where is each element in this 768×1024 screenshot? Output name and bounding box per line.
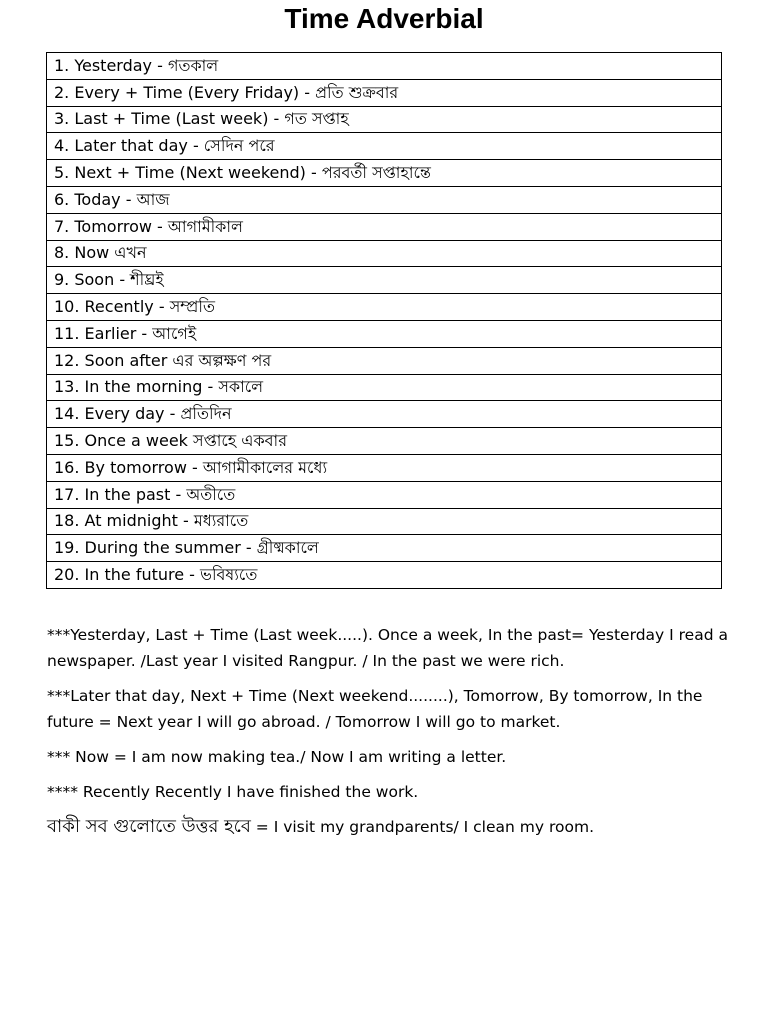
table-row: [47, 508, 722, 535]
adverbial-table: [46, 52, 722, 589]
table-cell: 17. In the past - অতীতে: [47, 481, 722, 508]
table-row: [47, 294, 722, 321]
table-cell: 14. Every day - প্রতিদিন: [47, 401, 722, 428]
table-row: [47, 160, 722, 187]
table-cell: 19. During the summer - গ্রীষ্মকালে: [47, 535, 722, 562]
table-row: [47, 401, 722, 428]
table-cell: 6. Today - আজ: [47, 186, 722, 213]
table-cell: 8. Now এখন: [47, 240, 722, 267]
table-row: [47, 106, 722, 133]
table-cell: 9. Soon - শীঘ্রই: [47, 267, 722, 294]
table-row: [47, 374, 722, 401]
final-note-bangla: বাকী সব গুলোতে উত্তর হবে: [47, 816, 251, 837]
note-paragraph: **** Recently Recently I have finished the work.: [47, 783, 419, 801]
notes-section: [47, 622, 737, 849]
table-cell: 18. At midnight - মধ্যরাতে: [47, 508, 722, 535]
table-cell: 5. Next + Time (Next weekend) - পরবর্তী সপ্তাহান্তে: [47, 160, 722, 187]
table-cell: 11. Earlier - আগেই: [47, 320, 722, 347]
table-row: [47, 213, 722, 240]
table-row: [47, 535, 722, 562]
table-cell: 10. Recently - সম্প্রতি: [47, 294, 722, 321]
table-row: [47, 79, 722, 106]
table-row: [47, 347, 722, 374]
table-row: [47, 562, 722, 589]
page-title: Time Adverbial: [284, 3, 484, 34]
table-row: [47, 53, 722, 80]
note-paragraph: *** Now = I am now making tea./ Now I am writing a letter.: [47, 748, 507, 766]
table-row: [47, 186, 722, 213]
final-note-english: = I visit my grandparents/ I clean my room.: [250, 818, 595, 836]
table-cell: 3. Last + Time (Last week) - গত সপ্তাহ: [47, 106, 722, 133]
table-cell: 16. By tomorrow - আগামীকালের মধ্যে: [47, 454, 722, 481]
table-row: [47, 481, 722, 508]
table-cell: 2. Every + Time (Every Friday) - প্রতি শুক্রবার: [47, 79, 722, 106]
table-cell: 4. Later that day - সেদিন পরে: [47, 133, 722, 160]
table-cell: 20. In the future - ভবিষ্যতে: [47, 562, 722, 589]
table-row: [47, 320, 722, 347]
table-row: [47, 428, 722, 455]
table-cell: 7. Tomorrow - আগামীকাল: [47, 213, 722, 240]
table-row: [47, 240, 722, 267]
table-row: [47, 454, 722, 481]
note-paragraph: ***Yesterday, Last + Time (Last week.....). Once a week, In the past= Yesterday I read a newspaper. /Last year I visited Rangpur. / In the past we were rich.: [47, 626, 728, 670]
note-paragraph: ***Later that day, Next + Time (Next weekend........), Tomorrow, By tomorrow, In the future = Next year I will go abroad. / Tomorrow I will go to market.: [47, 687, 703, 731]
table-cell: 15. Once a week সপ্তাহে একবার: [47, 428, 722, 455]
table-cell: 1. Yesterday - গতকাল: [47, 53, 722, 80]
table-cell: 12. Soon after এর অল্পক্ষণ পর: [47, 347, 722, 374]
table-cell: 13. In the morning - সকালে: [47, 374, 722, 401]
table-row: [47, 133, 722, 160]
final-note: [47, 814, 737, 840]
table-row: [47, 267, 722, 294]
